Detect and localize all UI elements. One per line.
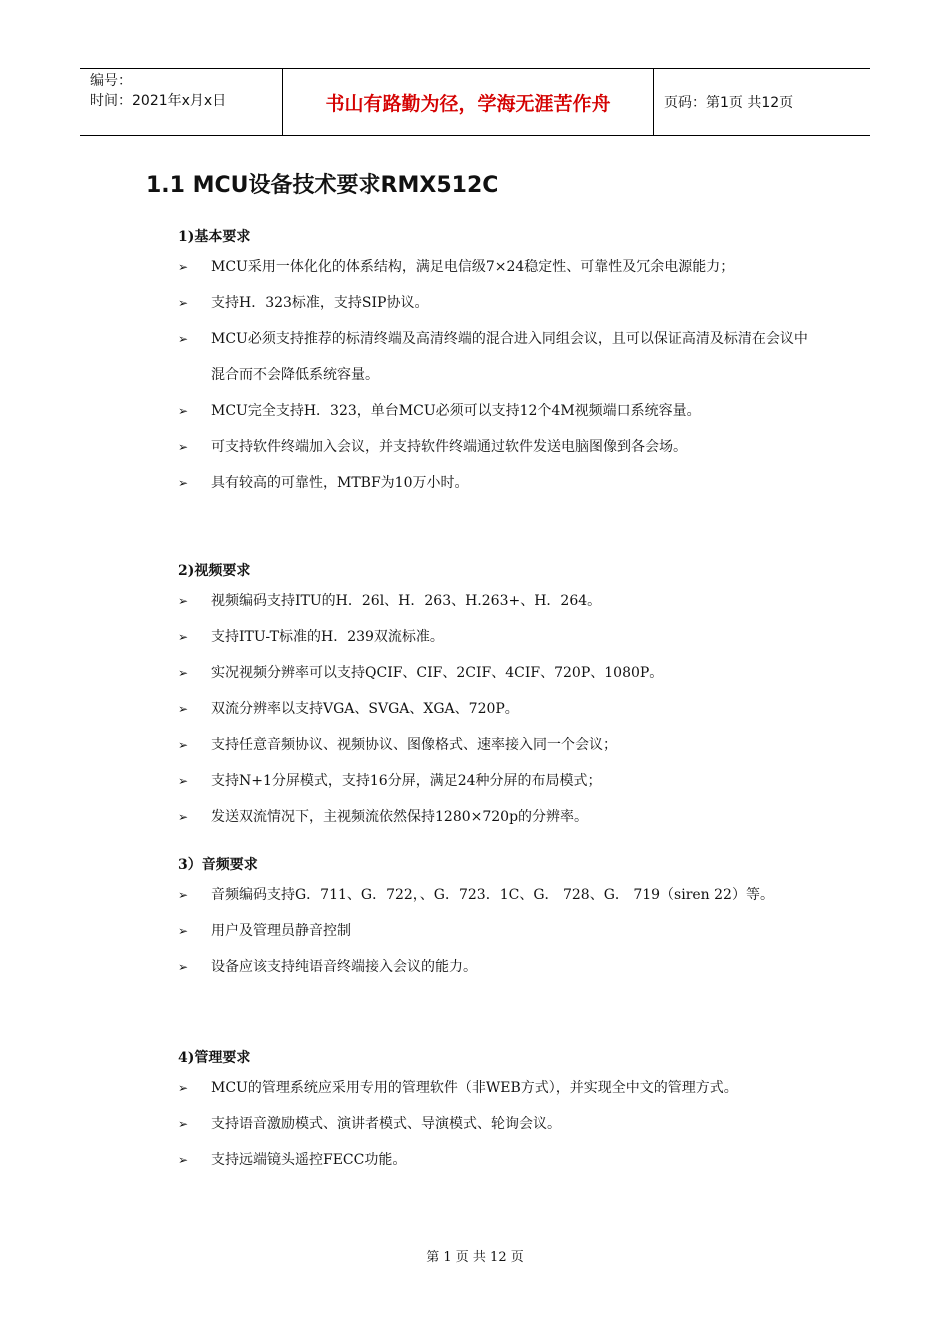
section-title: 2)视频要求 [178,563,251,579]
list-item [178,1070,818,1106]
arrow-bullet-icon: ➢ [178,1081,189,1095]
arrow-bullet-icon: ➢ [178,296,189,310]
list-item-text: 设备应该支持纯语音终端接入会议的能力。 [211,959,477,975]
arrow-bullet-icon: ➢ [178,888,189,902]
list-item [178,583,818,619]
list-item [178,799,818,835]
list-item-text: 视频编码支持ITU的H．26l、H．263、H.263+、H．264。 [211,593,602,609]
list-item-text: MCU的管理系统应采用专用的管理软件（非WEB方式），并实现全中文的管理方式。 [211,1080,738,1096]
arrow-bullet-icon: ➢ [178,404,189,418]
list-item [178,429,818,465]
list-item [178,691,818,727]
arrow-bullet-icon: ➢ [178,630,189,644]
list-item-text: 发送双流情况下，主视频流依然保持1280×720p的分辨率。 [211,809,589,825]
arrow-bullet-icon: ➢ [178,332,189,346]
list-item [178,393,818,429]
list-item [178,763,818,799]
section-audio-requirements [178,853,818,985]
list-item [178,619,818,655]
list-item [178,465,818,501]
list-item-text: MCU必须支持推荐的标清终端及高清终端的混合进入同组会议，且可以保证高清及标清在会议中混合而不会降低系统容量。 [211,331,808,383]
list-item-text: 用户及管理员静音控制 [211,923,351,939]
list-item [178,877,818,913]
list-item [178,727,818,763]
header-page-info: 页码：第1页 共12页 [664,95,794,111]
list-item [178,655,818,691]
list-item-text: 支持语音激励模式、演讲者模式、导演模式、轮询会议。 [211,1116,561,1132]
list-item [178,285,818,321]
section-basic-requirements [178,225,818,501]
arrow-bullet-icon: ➢ [178,702,189,716]
arrow-bullet-icon: ➢ [178,960,189,974]
list-item [178,1106,818,1142]
arrow-bullet-icon: ➢ [178,1117,189,1131]
list-item-text: 可支持软件终端加入会议，并支持软件终端通过软件发送电脑图像到各会场。 [211,439,687,455]
arrow-bullet-icon: ➢ [178,738,189,752]
list-item-text: 支持H．323标准，支持SIP协议。 [211,295,429,311]
document-title: 1.1 MCU设备技术要求RMX512C [146,173,499,198]
arrow-bullet-icon: ➢ [178,924,189,938]
list-item [178,1142,818,1178]
header-meta [80,69,282,135]
section-management-requirements [178,1046,818,1178]
arrow-bullet-icon: ➢ [178,476,189,490]
list-item-text: 支持远端镜头遥控FECC功能。 [211,1152,407,1168]
section-video-requirements [178,559,818,835]
list-item [178,949,818,985]
page-footer: 第 1 页 共 12 页 [426,1250,524,1265]
arrow-bullet-icon: ➢ [178,1153,189,1167]
list-item-text: 实况视频分辨率可以支持QCIF、CIF、2CIF、4CIF、720P、1080P。 [211,665,664,681]
list-item-text: 支持ITU-T标准的H．239双流标准。 [211,629,444,645]
list-item-text: MCU完全支持H．323，单台MCU必须可以支持12个4M视频端口系统容量。 [211,403,701,419]
header-motto: 书山有路勤为径，学海无涯苦作舟 [282,69,654,135]
arrow-bullet-icon: ➢ [178,594,189,608]
list-item-text: 音频编码支持G．711、G．722，、G．723．1C、G． 728、G． 719（siren 22）等。 [211,887,774,903]
arrow-bullet-icon: ➢ [178,260,189,274]
document-time-label: 时间：2021年x月x日 [90,93,227,109]
section-title: 1)基本要求 [178,229,251,245]
arrow-bullet-icon: ➢ [178,810,189,824]
list-item [178,321,818,393]
document-number-label: 编号： [90,73,132,89]
list-item-text: MCU采用一体化化的体系结构，满足电信级7×24稳定性、可靠性及冗余电源能力； [211,259,735,275]
list-item-text: 支持N+1分屏模式，支持16分屏，满足24种分屏的布局模式； [211,773,602,789]
list-item [178,249,818,285]
arrow-bullet-icon: ➢ [178,666,189,680]
list-item [178,913,818,949]
list-item-text: 双流分辨率以支持VGA、SVGA、XGA、720P。 [211,701,519,717]
list-item-text: 具有较高的可靠性，MTBF为10万小时。 [211,475,469,491]
section-title: 3）音频要求 [178,857,258,873]
arrow-bullet-icon: ➢ [178,440,189,454]
list-item-text: 支持任意音频协议、视频协议、图像格式、速率接入同一个会议； [211,737,617,753]
arrow-bullet-icon: ➢ [178,774,189,788]
page-header [80,68,870,136]
section-title: 4)管理要求 [178,1050,251,1066]
